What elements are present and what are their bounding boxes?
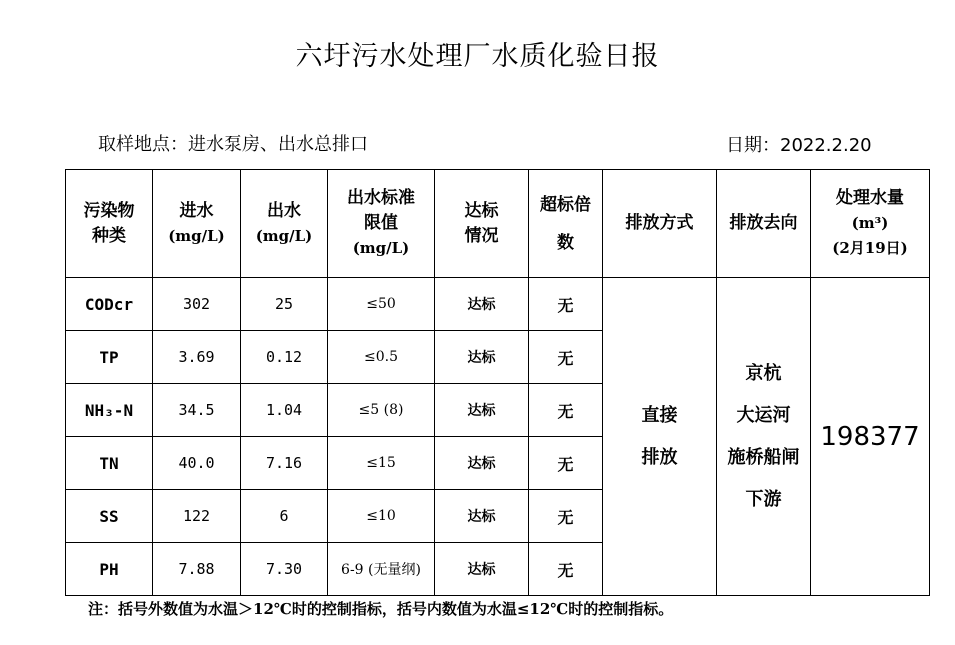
header-pollutant	[66, 170, 153, 278]
pollutant-name: TN	[66, 437, 153, 490]
header-pollutant-line1: 污染物	[83, 200, 135, 221]
pollutant-name: SS	[66, 490, 153, 543]
outlet-value: 7.16	[241, 437, 328, 490]
status-value: 达标	[435, 490, 529, 543]
outlet-value: 7.30	[241, 543, 328, 596]
limit-value: ≤50	[328, 278, 435, 331]
limit-value: 6-9 (无量纲)	[328, 543, 435, 596]
report-date: 日期：2022.2.20	[726, 135, 872, 156]
report-title: 六圩污水处理厂水质化验日报	[295, 41, 660, 72]
pollutant-name: NH₃-N	[66, 384, 153, 437]
discharge-method-cell	[603, 278, 717, 596]
header-row	[66, 170, 930, 278]
water-quality-table	[65, 169, 930, 596]
exceed-value: 无	[529, 384, 603, 437]
pollutant-name: PH	[66, 543, 153, 596]
discharge-direction-cell	[717, 278, 811, 596]
inlet-value: 3.69	[153, 331, 241, 384]
header-outlet	[241, 170, 328, 278]
header-inlet-unit: (mg/L)	[168, 226, 225, 245]
discharge-direction-line1: 京杭	[745, 362, 782, 384]
header-discharge-direction: 排放去向	[717, 170, 811, 278]
exceed-value: 无	[529, 490, 603, 543]
header-limit-line1: 出水标准	[347, 188, 415, 208]
header-status	[435, 170, 529, 278]
status-value: 达标	[435, 543, 529, 596]
exceed-value: 无	[529, 543, 603, 596]
header-limit-line2: 限值	[364, 213, 398, 233]
header-volume-line1: 处理水量	[836, 188, 904, 208]
discharge-method-line2: 排放	[641, 446, 678, 468]
header-exceed-line2: 数	[557, 232, 574, 253]
table-row	[66, 278, 930, 331]
header-volume	[811, 170, 930, 278]
outlet-value: 1.04	[241, 384, 328, 437]
pollutant-name: TP	[66, 331, 153, 384]
inlet-value: 7.88	[153, 543, 241, 596]
outlet-value: 6	[241, 490, 328, 543]
pollutant-name: CODcr	[66, 278, 153, 331]
exceed-value: 无	[529, 278, 603, 331]
header-status-line1: 达标	[464, 200, 499, 221]
discharge-direction-line4: 下游	[745, 488, 782, 510]
header-outlet-unit: (mg/L)	[255, 226, 313, 245]
inlet-value: 34.5	[153, 384, 241, 437]
header-discharge-method: 排放方式	[603, 170, 717, 278]
header-status-line2: 情况	[464, 225, 499, 246]
limit-value: ≤0.5	[328, 331, 435, 384]
status-value: 达标	[435, 278, 529, 331]
limit-value: ≤15	[328, 437, 435, 490]
discharge-direction-line2: 大运河	[736, 404, 791, 426]
status-value: 达标	[435, 437, 529, 490]
inlet-value: 122	[153, 490, 241, 543]
treated-volume-value: 198377	[811, 278, 930, 596]
header-inlet-line1: 进水	[179, 200, 214, 221]
status-value: 达标	[435, 384, 529, 437]
header-outlet-line1: 出水	[267, 200, 301, 221]
outlet-value: 25	[241, 278, 328, 331]
outlet-value: 0.12	[241, 331, 328, 384]
discharge-direction-line3: 施桥船闸	[727, 446, 800, 468]
header-volume-date: (2月19日)	[832, 239, 908, 257]
inlet-value: 40.0	[153, 437, 241, 490]
header-exceed	[529, 170, 603, 278]
discharge-method-line1: 直接	[641, 404, 678, 426]
header-limit-unit: (mg/L)	[352, 239, 410, 257]
status-value: 达标	[435, 331, 529, 384]
limit-value: ≤10	[328, 490, 435, 543]
inlet-value: 302	[153, 278, 241, 331]
header-limit	[328, 170, 435, 278]
footnote: 注：括号外数值为水温＞12℃时的控制指标，括号内数值为水温≤12℃时的控制指标。	[88, 600, 674, 618]
header-volume-unit: (m³)	[851, 214, 889, 232]
header-pollutant-line2: 种类	[92, 225, 126, 246]
limit-value: ≤5 (8)	[328, 384, 435, 437]
sampling-location: 取样地点：进水泵房、出水总排口	[98, 134, 368, 155]
header-exceed-line1: 超标倍	[540, 194, 591, 215]
header-inlet	[153, 170, 241, 278]
exceed-value: 无	[529, 437, 603, 490]
exceed-value: 无	[529, 331, 603, 384]
